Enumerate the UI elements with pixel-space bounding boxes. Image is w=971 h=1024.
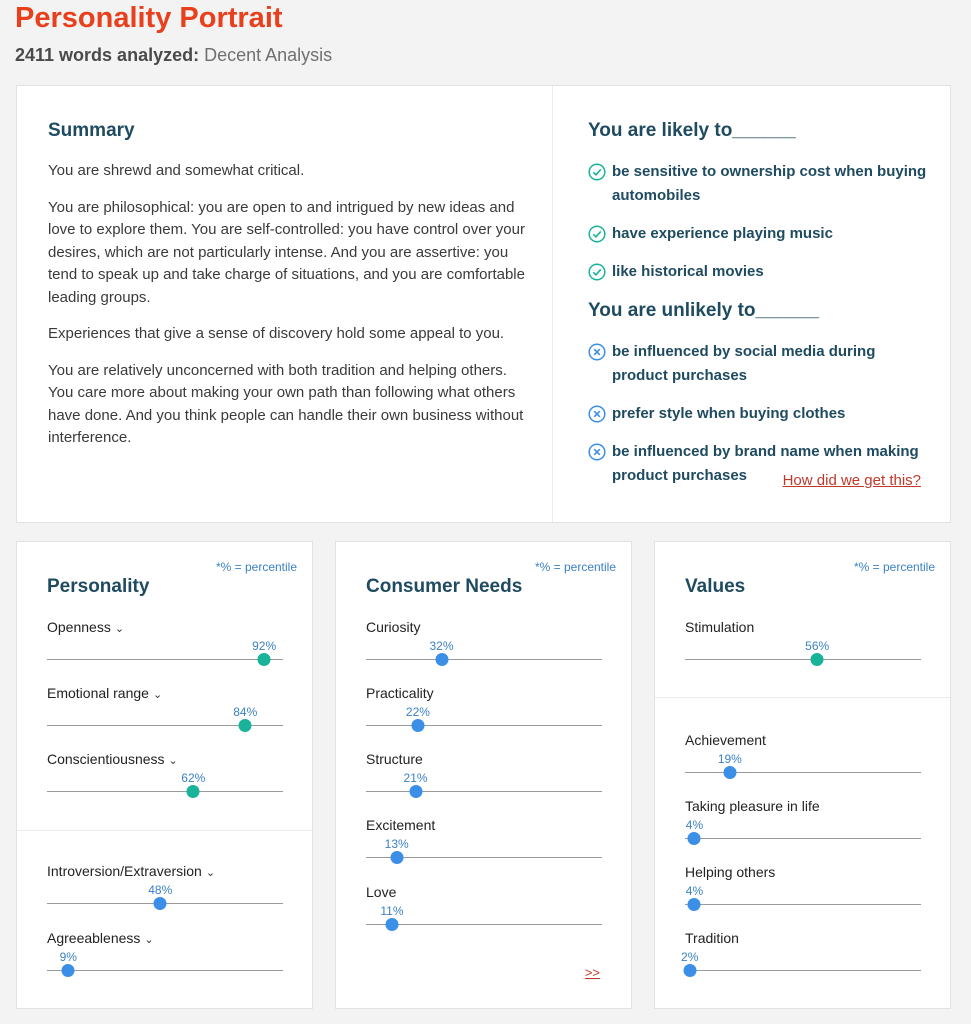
need-excitement xyxy=(366,817,602,877)
words-analyzed: 2411 words analyzed: xyxy=(15,45,200,65)
slider-dot xyxy=(683,964,696,977)
chevron-down-icon[interactable]: ⌄ xyxy=(152,689,163,701)
slider-dot xyxy=(187,785,200,798)
section-divider xyxy=(17,830,312,831)
value-stimulation xyxy=(685,619,921,679)
unlikely-heading: You are unlikely to______ xyxy=(588,300,819,321)
slider-dot xyxy=(258,653,271,666)
slider-track xyxy=(366,924,602,925)
chevron-down-icon[interactable]: ⌄ xyxy=(205,867,216,879)
trait-introversion-extraversion[interactable] xyxy=(47,863,283,923)
percentile-note: *% = percentile xyxy=(215,560,297,574)
trait-conscientiousness[interactable] xyxy=(47,751,283,811)
trait-percent: 2% xyxy=(681,950,699,964)
values-heading: Values xyxy=(685,576,746,597)
trait-label: Openness xyxy=(47,619,111,635)
slider-dot xyxy=(435,653,448,666)
trait-percent: 92% xyxy=(252,639,277,653)
slider-dot xyxy=(385,918,398,931)
unlikely-item xyxy=(588,440,933,488)
summary-paragraph: You are shrewd and somewhat critical. xyxy=(48,162,305,179)
trait-label: Agreeableness xyxy=(47,930,141,946)
trait-percent: 62% xyxy=(181,771,206,785)
slider-track xyxy=(685,904,921,905)
slider-track xyxy=(685,838,921,839)
summary-card xyxy=(16,85,951,523)
value-taking-pleasure-in-life xyxy=(685,798,921,858)
trait-label: Excitement xyxy=(366,817,436,833)
slider-track xyxy=(366,659,602,660)
slider-dot xyxy=(723,766,736,779)
trait-percent: 9% xyxy=(59,950,77,964)
slider-dot xyxy=(688,898,701,911)
trait-percent: 13% xyxy=(384,837,409,851)
trait-label: Helping others xyxy=(685,864,776,880)
trait-percent: 4% xyxy=(685,884,704,898)
chevron-down-icon[interactable]: ⌄ xyxy=(168,755,178,767)
x-circle-icon xyxy=(588,343,606,361)
section-divider xyxy=(655,697,950,698)
slider-track xyxy=(366,791,602,792)
check-circle-icon xyxy=(588,225,606,243)
analysis-quality: Decent Analysis xyxy=(204,45,333,65)
trait-label: Tradition xyxy=(685,930,739,946)
trait-label: Love xyxy=(366,884,397,900)
trait-percent: 22% xyxy=(405,705,430,719)
summary-paragraph: Experiences that give a sense of discovery hold some appeal to you. xyxy=(48,325,505,342)
page-title: Personality Portrait xyxy=(15,2,283,34)
unlikely-item-text: be influenced by brand name when making product purchases xyxy=(612,443,919,484)
summary-paragraph: You are philosophical: you are open to and intrigued by new ideas and love to explore them. You are self-controlled: you have control over your desires, which are not particularly intense. And you are assertive: you tend to speak up and take charge of situations, and you are comfortable leading groups. xyxy=(48,198,525,306)
check-circle-icon xyxy=(588,263,606,281)
trait-label: Taking pleasure in life xyxy=(685,798,820,814)
slider-dot xyxy=(62,964,75,977)
percentile-note: *% = percentile xyxy=(853,560,935,574)
how-did-we-get-this-link[interactable]: How did we get this? xyxy=(782,472,921,489)
slider-dot xyxy=(154,897,167,910)
unlikely-item xyxy=(588,340,933,388)
consumer-needs-card xyxy=(335,541,632,1009)
need-love xyxy=(366,884,602,944)
trait-agreeableness[interactable] xyxy=(47,930,283,990)
trait-label: Practicality xyxy=(366,685,434,701)
likely-item xyxy=(588,222,933,246)
value-tradition xyxy=(681,930,921,990)
slider-track xyxy=(47,659,283,660)
trait-label: Structure xyxy=(366,751,423,767)
trait-label: Achievement xyxy=(685,732,766,748)
value-helping-others xyxy=(685,864,921,924)
x-circle-icon xyxy=(588,443,606,461)
slider-track xyxy=(685,659,921,660)
need-structure xyxy=(366,751,602,811)
trait-percent: 48% xyxy=(148,883,173,897)
trait-percent: 19% xyxy=(717,752,742,766)
trait-label: Curiosity xyxy=(366,619,421,635)
trait-label: Stimulation xyxy=(685,619,755,635)
trait-percent: 32% xyxy=(429,639,454,653)
need-curiosity xyxy=(366,619,602,679)
trait-percent: 56% xyxy=(805,639,830,653)
slider-track xyxy=(685,772,921,773)
summary-paragraph: You are relatively unconcerned with both tradition and helping others. You care more about making your own path than following what others have done. And you think people can handle their own business without interference. xyxy=(48,361,524,446)
personality-heading: Personality xyxy=(47,576,150,597)
trait-percent: 21% xyxy=(403,771,428,785)
unlikely-list xyxy=(588,340,933,488)
trait-openness[interactable] xyxy=(47,619,283,679)
slider-dot xyxy=(811,653,824,666)
slider-dot xyxy=(390,851,403,864)
unlikely-item xyxy=(588,402,933,426)
likely-item-text: have experience playing music xyxy=(612,225,833,242)
behaviors-section xyxy=(588,120,933,504)
trait-label: Introversion/Extraversion xyxy=(47,863,202,879)
x-circle-icon xyxy=(588,405,606,423)
more-needs-link[interactable]: >> xyxy=(584,965,600,980)
summary-heading: Summary xyxy=(48,120,135,141)
trait-percent: 84% xyxy=(233,705,258,719)
value-achievement xyxy=(685,732,921,792)
slider-track xyxy=(685,970,921,971)
slider-track xyxy=(47,970,283,971)
unlikely-item-text: be influenced by social media during product purchases xyxy=(612,343,876,384)
chevron-down-icon[interactable]: ⌄ xyxy=(114,623,125,635)
likely-item-text: like historical movies xyxy=(612,263,764,280)
slider-track xyxy=(47,791,283,792)
likely-item xyxy=(588,160,933,208)
summary-section xyxy=(48,120,528,464)
likely-heading: You are likely to______ xyxy=(588,120,796,141)
slider-dot xyxy=(239,719,252,732)
check-circle-icon xyxy=(588,163,606,181)
values-card xyxy=(654,541,951,1009)
unlikely-item-text: prefer style when buying clothes xyxy=(612,405,846,422)
slider-track xyxy=(366,725,602,726)
trait-emotional-range[interactable] xyxy=(47,685,283,745)
trait-percent: 11% xyxy=(380,904,404,918)
trait-percent: 4% xyxy=(685,818,704,832)
personality-card xyxy=(16,541,313,1009)
likely-item-text: be sensitive to ownership cost when buying automobiles xyxy=(612,163,927,204)
need-practicality xyxy=(366,685,602,745)
trait-label: Emotional range xyxy=(47,685,149,701)
chevron-down-icon[interactable]: ⌄ xyxy=(144,934,154,946)
page-subtitle xyxy=(15,45,332,66)
likely-list xyxy=(588,160,933,284)
slider-dot xyxy=(411,719,424,732)
percentile-note: *% = percentile xyxy=(534,560,616,574)
likely-item xyxy=(588,260,933,284)
slider-dot xyxy=(688,832,701,845)
consumer-needs-heading: Consumer Needs xyxy=(366,576,523,597)
summary-divider xyxy=(552,86,553,522)
slider-dot xyxy=(409,785,422,798)
trait-label: Conscientiousness xyxy=(47,751,165,767)
